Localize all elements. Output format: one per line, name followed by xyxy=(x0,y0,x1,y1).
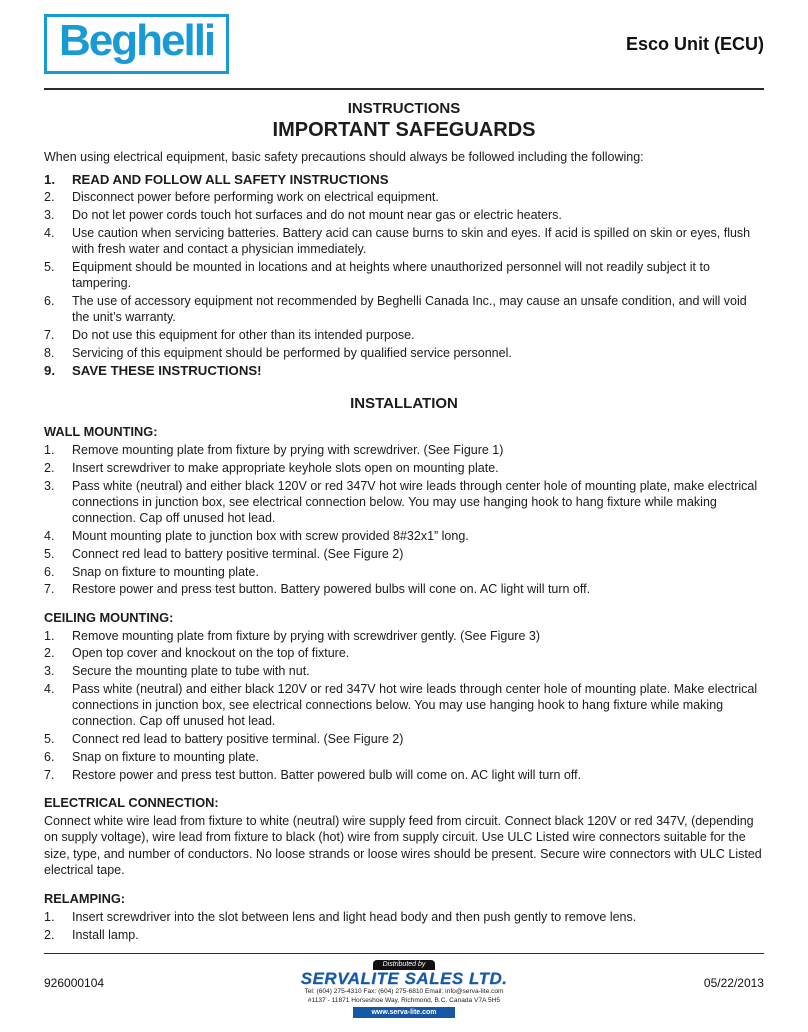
item-text: Snap on fixture to mounting plate. xyxy=(72,564,259,579)
relamping-item xyxy=(44,909,764,925)
item-number: 5. xyxy=(44,732,55,747)
ceiling-mounting-item xyxy=(44,681,764,730)
item-number: 5. xyxy=(44,546,55,561)
safeguards-list xyxy=(44,171,764,380)
header-divider xyxy=(44,88,764,90)
safeguards-intro: When using electrical equipment, basic safety precautions should always be followed including the following: xyxy=(44,150,644,165)
safeguards-list-item xyxy=(44,362,764,379)
item-number: 7. xyxy=(44,767,55,782)
document-number: 926000104 xyxy=(44,975,105,990)
item-text: Insert screwdriver to make appropriate keyhole slots open on mounting plate. xyxy=(72,461,499,476)
item-number: 3. xyxy=(44,478,55,493)
item-number: 2. xyxy=(44,646,55,661)
item-text: Do not use this equipment for other than its intended purpose. xyxy=(72,327,415,342)
heading-important-safeguards: IMPORTANT SAFEGUARDS xyxy=(272,119,536,142)
item-number: 5. xyxy=(44,259,55,274)
product-title: Esco Unit (ECU) xyxy=(625,33,764,54)
item-text: The use of accessory equipment not recommended by Beghelli Canada Inc., may cause an unsafe condition, and will void the unit’s warranty. xyxy=(72,293,747,325)
wall-mounting-item xyxy=(44,460,764,476)
ceiling-mounting-item xyxy=(44,628,764,644)
item-text: Servicing of this equipment should be performed by qualified service personnel. xyxy=(72,345,512,360)
item-number: 2. xyxy=(44,927,55,942)
item-text: Pass white (neutral) and either black 120V or red 347V hot wire leads through center hole of mounting plate, make electrical connections in junction box, see electrical connection below. You may use hanging hook to hang fixture while making connection. Cap off unused hot lead. xyxy=(72,478,758,526)
footer xyxy=(44,953,764,1018)
item-number: 4. xyxy=(44,225,55,240)
wall-mounting-item xyxy=(44,564,764,580)
ceiling-mounting-item xyxy=(44,731,764,747)
item-number: 7. xyxy=(44,327,55,342)
item-text: Snap on fixture to mounting plate. xyxy=(72,749,259,764)
item-number: 4. xyxy=(44,529,55,544)
distributor-contact-line1: Tel: (604) 275-4310 Fax: (604) 275-6810 Email: info@serva-lite.com xyxy=(304,988,504,996)
item-text: Secure the mounting plate to tube with nut. xyxy=(72,664,310,679)
item-text: Connect red lead to battery positive terminal. (See Figure 2) xyxy=(72,732,404,747)
document-date: 05/22/2013 xyxy=(703,975,764,990)
item-text: Remove mounting plate from fixture by prying with screwdriver gently. (See Figure 3) xyxy=(72,628,541,643)
item-number: 9. xyxy=(44,363,55,379)
beghelli-logo-text: Beghelli xyxy=(59,16,215,65)
ceiling-mounting-list xyxy=(44,628,764,783)
item-text: SAVE THESE INSTRUCTIONS! xyxy=(72,363,262,379)
safeguards-list-item xyxy=(44,189,764,205)
section-title-wall-mounting: WALL MOUNTING: xyxy=(44,424,158,440)
section-title-relamping: RELAMPING: xyxy=(44,890,126,906)
section-title-ceiling-mounting: CEILING MOUNTING: xyxy=(44,609,174,625)
item-text: Connect red lead to battery positive terminal. (See Figure 2) xyxy=(72,546,404,561)
safeguards-list-item xyxy=(44,171,764,188)
item-text: READ AND FOLLOW ALL SAFETY INSTRUCTIONS xyxy=(72,171,389,187)
distributed-by-label: Distributed by xyxy=(373,960,436,970)
item-text: Open top cover and knockout on the top of fixture. xyxy=(72,646,350,661)
item-text: Remove mounting plate from fixture by prying with screwdriver. (See Figure 1) xyxy=(72,443,504,458)
item-text: Install lamp. xyxy=(72,927,139,942)
item-number: 2. xyxy=(44,461,55,476)
relamping-list xyxy=(44,909,764,943)
distributor-website: www.serva-lite.com xyxy=(353,1007,454,1018)
wall-mounting-item xyxy=(44,546,764,562)
safeguards-list-item xyxy=(44,293,764,326)
item-number: 1. xyxy=(44,628,55,643)
safeguards-list-item xyxy=(44,259,764,292)
item-number: 3. xyxy=(44,664,55,679)
section-title-electrical-connection: ELECTRICAL CONNECTION: xyxy=(44,794,219,810)
item-text: Do not let power cords touch hot surfaces and do not mount near gas or electric heaters. xyxy=(72,208,562,223)
item-number: 4. xyxy=(44,681,55,696)
wall-mounting-item xyxy=(44,581,764,597)
ceiling-mounting-item xyxy=(44,749,764,765)
item-number: 6. xyxy=(44,293,55,308)
ceiling-mounting-item xyxy=(44,663,764,679)
item-text: Restore power and press test button. Battery powered bulbs will cone on. AC light will turn off. xyxy=(72,582,591,597)
ceiling-mounting-item xyxy=(44,767,764,783)
header xyxy=(44,14,764,74)
item-number: 6. xyxy=(44,749,55,764)
item-number: 7. xyxy=(44,582,55,597)
wall-mounting-item xyxy=(44,528,764,544)
wall-mounting-item xyxy=(44,442,764,458)
item-number: 2. xyxy=(44,190,55,205)
item-text: Disconnect power before performing work on electrical equipment. xyxy=(72,190,439,205)
item-text: Equipment should be mounted in locations and at heights where unauthorized personnel will not readily subject it to tampering. xyxy=(72,259,710,291)
item-text: Insert screwdriver into the slot between lens and light head body and then push gently to remove lens. xyxy=(72,909,637,924)
beghelli-logo xyxy=(44,14,229,74)
distributor-contact-line2: #1137 - 11871 Horseshoe Way, Richmond, B.C. Canada V7A 5H5 xyxy=(307,997,501,1005)
wall-mounting-item xyxy=(44,478,764,527)
item-text: Restore power and press test button. Batter powered bulb will come on. AC light will turn off. xyxy=(72,767,582,782)
electrical-connection-paragraph: Connect white wire lead from fixture to white (neutral) wire supply feed from circuit. Connect black 120V or red 347V, (depending on supply voltage), wire lead from fixture to black (hot) wire from supply circuit. Use ULC Listed wire connectors suitable for the size, type, and number of conductors. No loose strands or loose wires should be present. Secure wire connectors with ULC Listed electrical tape. xyxy=(44,813,762,878)
distributor-logo xyxy=(301,960,508,1018)
relamping-item xyxy=(44,927,764,943)
distributor-name: SERVALITE SALES LTD. xyxy=(300,969,508,989)
safeguards-list-item xyxy=(44,207,764,223)
item-number: 1. xyxy=(44,171,55,187)
wall-mounting-list xyxy=(44,442,764,597)
safeguards-list-item xyxy=(44,327,764,343)
item-number: 1. xyxy=(44,443,55,458)
item-text: Mount mounting plate to junction box with screw provided 8#32x1” long. xyxy=(72,529,469,544)
footer-divider xyxy=(44,953,764,954)
item-text: Pass white (neutral) and either black 120V or red 347V hot wire leads through center hole of mounting plate. Make electrical connections in junction box, see electrical connections below. You may use hanging hook to hang fixture while making connection. Cap off unused hot lead. xyxy=(72,681,758,729)
ceiling-mounting-item xyxy=(44,645,764,661)
heading-installation: INSTALLATION xyxy=(350,395,458,413)
safeguards-list-item xyxy=(44,345,764,361)
item-number: 6. xyxy=(44,564,55,579)
heading-instructions: INSTRUCTIONS xyxy=(347,100,461,118)
item-number: 1. xyxy=(44,909,55,924)
item-text: Use caution when servicing batteries. Battery acid can cause burns to skin and eyes. If acid is spilled on skin or eyes, flush with fresh water and contact a physician immediately. xyxy=(72,225,751,257)
safeguards-list-item xyxy=(44,225,764,258)
item-number: 3. xyxy=(44,208,55,223)
item-number: 8. xyxy=(44,345,55,360)
